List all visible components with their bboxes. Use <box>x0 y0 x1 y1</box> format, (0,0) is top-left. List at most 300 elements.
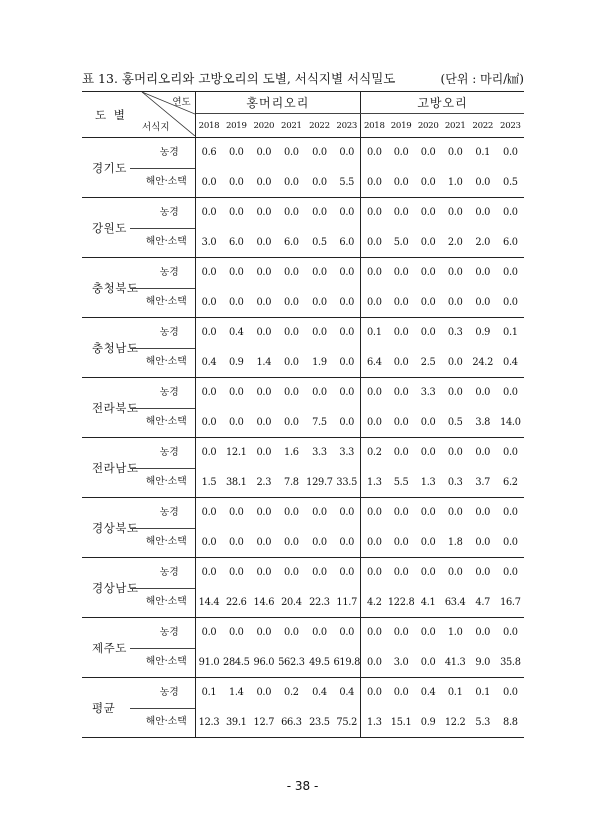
value-cell: 0.0 <box>256 327 272 339</box>
value-cell: 0.0 <box>388 408 415 438</box>
value-cell: 7.8 <box>277 468 305 498</box>
value-cell: 0.0 <box>277 348 305 378</box>
habitat-type-label: 해안·소택 <box>145 536 187 548</box>
value-cell: 0.0 <box>503 207 518 219</box>
value-cell: 0.0 <box>415 528 442 558</box>
value-cell: 0.0 <box>447 507 463 519</box>
value-cell: 0.0 <box>284 147 299 159</box>
value-cell: 0.0 <box>361 228 388 258</box>
table-unit: (단위 : 마리/㎢) <box>440 71 524 86</box>
year-header: 연도 <box>172 97 191 108</box>
value-cell: 0.0 <box>475 387 491 399</box>
province-name: 강원도 <box>92 220 127 235</box>
value-cell: 6.4 <box>361 348 388 378</box>
value-cell: 96.0 <box>250 648 277 678</box>
value-cell: 0.0 <box>277 288 305 318</box>
value-cell: 0.0 <box>503 687 518 699</box>
year-col-header: 2022 <box>469 114 497 138</box>
value-cell: 0.0 <box>503 447 518 459</box>
value-cell: 41.3 <box>442 648 469 678</box>
value-cell: 3.0 <box>195 228 222 258</box>
value-cell: 0.0 <box>305 528 333 558</box>
habitat-header: 서식지 <box>142 122 170 133</box>
value-cell: 4.1 <box>415 588 442 618</box>
value-cell: 0.0 <box>228 387 244 399</box>
value-cell: 3.0 <box>388 648 415 678</box>
value-cell: 75.2 <box>333 708 360 738</box>
habitat-type-label: 농경 <box>159 626 179 638</box>
value-cell: 22.6 <box>222 588 250 618</box>
value-cell: 1.8 <box>442 528 469 558</box>
value-cell: 0.0 <box>333 378 360 408</box>
value-cell: 0.0 <box>256 447 272 459</box>
province-cell <box>82 438 195 498</box>
value-cell: 0.0 <box>420 147 436 159</box>
value-cell: 0.0 <box>222 528 250 558</box>
value-cell: 6.0 <box>222 228 250 258</box>
value-cell: 14.6 <box>250 588 277 618</box>
value-cell: 1.4 <box>250 348 277 378</box>
value-cell: 0.0 <box>195 408 222 438</box>
year-col-header: 2020 <box>415 114 442 138</box>
value-cell: 0.0 <box>420 627 436 639</box>
value-cell: 0.0 <box>312 327 327 339</box>
province-cell <box>82 618 195 678</box>
value-cell: 0.0 <box>503 387 518 399</box>
value-cell: 0.0 <box>415 648 442 678</box>
table-row <box>82 318 524 348</box>
value-cell: 5.0 <box>388 228 415 258</box>
value-cell: 0.0 <box>420 207 436 219</box>
value-cell: 0.0 <box>312 207 327 219</box>
value-cell: 12.2 <box>442 708 469 738</box>
value-cell: 0.0 <box>475 267 491 279</box>
value-cell: 0.0 <box>447 387 463 399</box>
value-cell: 11.7 <box>333 588 360 618</box>
value-cell: 0.0 <box>420 267 436 279</box>
value-cell: 6.0 <box>497 228 524 258</box>
value-cell: 0.0 <box>393 507 409 519</box>
value-cell: 33.5 <box>333 468 360 498</box>
value-cell: 0.2 <box>284 687 299 699</box>
province-cell <box>82 198 195 258</box>
habitat-labels <box>146 138 187 197</box>
year-col-header: 2023 <box>333 114 360 138</box>
value-cell: 0.5 <box>442 408 469 438</box>
habitat-type-label: 해안·소택 <box>145 236 187 248</box>
value-cell: 12.3 <box>195 708 222 738</box>
value-cell: 0.0 <box>503 507 518 519</box>
habitat-labels <box>146 438 187 497</box>
species-header-wigeon: 홍머리오리 <box>195 92 360 114</box>
value-cell: 0.0 <box>333 138 360 168</box>
habitat-labels <box>146 378 187 437</box>
value-cell: 0.0 <box>284 567 299 579</box>
value-cell: 14.4 <box>195 588 222 618</box>
value-cell: 0.0 <box>250 528 277 558</box>
value-cell: 0.5 <box>305 228 333 258</box>
value-cell: 0.0 <box>250 408 277 438</box>
value-cell: 0.0 <box>497 288 524 318</box>
value-cell: 2.0 <box>469 228 497 258</box>
value-cell: 0.0 <box>256 267 272 279</box>
value-cell: 0.0 <box>333 498 360 528</box>
value-cell: 20.4 <box>277 588 305 618</box>
value-cell: 562.3 <box>277 648 305 678</box>
value-cell: 0.0 <box>228 147 244 159</box>
value-cell: 1.3 <box>415 468 442 498</box>
value-cell: 5.3 <box>469 708 497 738</box>
value-cell: 0.0 <box>366 567 382 579</box>
value-cell: 0.0 <box>393 207 409 219</box>
value-cell: 0.0 <box>447 567 463 579</box>
value-cell: 2.0 <box>442 228 469 258</box>
value-cell: 0.0 <box>284 627 299 639</box>
value-cell: 9.0 <box>469 648 497 678</box>
habitat-labels <box>146 618 187 677</box>
value-cell: 0.0 <box>475 567 491 579</box>
value-cell: 3.3 <box>312 447 327 459</box>
value-cell: 0.0 <box>256 507 272 519</box>
value-cell: 0.0 <box>503 267 518 279</box>
value-cell: 1.0 <box>447 627 463 639</box>
value-cell: 0.0 <box>256 627 272 639</box>
habitat-labels <box>146 318 187 377</box>
species-header-pintail: 고방오리 <box>361 92 524 114</box>
value-cell: 14.0 <box>497 408 524 438</box>
value-cell: 0.1 <box>503 327 518 339</box>
year-col-header: 2018 <box>195 114 222 138</box>
value-cell: 0.0 <box>201 627 217 639</box>
value-cell: 0.0 <box>228 267 244 279</box>
value-cell: 0.0 <box>333 528 360 558</box>
province-name: 경기도 <box>92 160 127 175</box>
value-cell: 0.0 <box>420 447 436 459</box>
value-cell: 1.3 <box>361 708 388 738</box>
value-cell: 1.0 <box>442 168 469 198</box>
value-cell: 0.0 <box>277 168 305 198</box>
year-col-header: 2021 <box>277 114 305 138</box>
value-cell: 0.0 <box>393 687 409 699</box>
value-cell: 0.0 <box>222 168 250 198</box>
value-cell: 0.0 <box>333 558 360 588</box>
year-col-header: 2019 <box>388 114 415 138</box>
value-cell: 0.0 <box>305 288 333 318</box>
value-cell: 38.1 <box>222 468 250 498</box>
province-name: 평균 <box>92 700 116 715</box>
value-cell: 0.0 <box>361 408 388 438</box>
province-cell <box>82 558 195 618</box>
value-cell: 0.0 <box>366 267 382 279</box>
value-cell: 0.0 <box>475 627 491 639</box>
value-cell: 1.9 <box>305 348 333 378</box>
value-cell: 0.0 <box>503 147 518 159</box>
province-name: 경상북도 <box>92 520 139 535</box>
table-row <box>82 498 524 528</box>
value-cell: 12.7 <box>250 708 277 738</box>
value-cell: 0.0 <box>415 288 442 318</box>
value-cell: 0.0 <box>388 528 415 558</box>
value-cell: 4.2 <box>361 588 388 618</box>
value-cell: 0.0 <box>333 348 360 378</box>
value-cell: 0.0 <box>305 168 333 198</box>
value-cell: 0.0 <box>415 168 442 198</box>
value-cell: 0.0 <box>256 147 272 159</box>
value-cell: 0.0 <box>393 147 409 159</box>
value-cell: 8.8 <box>497 708 524 738</box>
value-cell: 0.0 <box>388 168 415 198</box>
habitat-type-label: 농경 <box>159 566 179 578</box>
value-cell: 0.0 <box>256 687 272 699</box>
table-row <box>82 438 524 468</box>
habitat-type-label: 농경 <box>159 386 179 398</box>
value-cell: 0.0 <box>277 408 305 438</box>
value-cell: 0.0 <box>415 408 442 438</box>
value-cell: 0.0 <box>284 387 299 399</box>
value-cell: 0.4 <box>420 687 436 699</box>
habitat-type-label: 농경 <box>159 686 179 698</box>
value-cell: 0.0 <box>393 327 409 339</box>
province-header: 도 별 <box>95 108 127 122</box>
value-cell: 0.0 <box>393 567 409 579</box>
value-cell: 0.0 <box>393 447 409 459</box>
habitat-type-label: 농경 <box>159 326 179 338</box>
table-row <box>82 678 524 708</box>
value-cell: 39.1 <box>222 708 250 738</box>
province-name: 제주도 <box>92 640 127 655</box>
value-cell: 0.0 <box>201 567 217 579</box>
value-cell: 0.0 <box>201 387 217 399</box>
province-name: 경상남도 <box>92 580 139 595</box>
value-cell: 284.5 <box>222 648 250 678</box>
value-cell: 0.0 <box>442 288 469 318</box>
header-corner-cell <box>82 92 195 138</box>
value-cell: 0.0 <box>420 567 436 579</box>
value-cell: 0.0 <box>447 147 463 159</box>
habitat-labels <box>146 198 187 257</box>
value-cell: 0.0 <box>195 528 222 558</box>
year-col-header: 2023 <box>497 114 524 138</box>
value-cell: 15.1 <box>388 708 415 738</box>
value-cell: 0.0 <box>475 207 491 219</box>
value-cell: 0.0 <box>333 318 360 348</box>
habitat-type-label: 해안·소택 <box>145 716 187 728</box>
value-cell: 0.0 <box>312 567 327 579</box>
value-cell: 0.0 <box>333 618 360 648</box>
habitat-labels <box>146 678 187 737</box>
value-cell: 16.7 <box>497 588 524 618</box>
value-cell: 0.0 <box>333 198 360 228</box>
province-name: 전라북도 <box>92 400 139 415</box>
value-cell: 0.0 <box>469 528 497 558</box>
value-cell: 0.4 <box>228 327 244 339</box>
value-cell: 91.0 <box>195 648 222 678</box>
value-cell: 0.0 <box>195 168 222 198</box>
value-cell: 0.0 <box>366 147 382 159</box>
habitat-type-label: 농경 <box>159 446 179 458</box>
value-cell: 0.0 <box>420 327 436 339</box>
value-cell: 1.4 <box>228 687 244 699</box>
year-col-header: 2020 <box>250 114 277 138</box>
value-cell: 0.0 <box>201 207 217 219</box>
value-cell: 0.0 <box>201 327 217 339</box>
value-cell: 0.0 <box>393 387 409 399</box>
value-cell: 24.2 <box>469 348 497 378</box>
value-cell: 22.3 <box>305 588 333 618</box>
value-cell: 2.5 <box>415 348 442 378</box>
table-title: 표 13. 홍머리오리와 고방오리의 도별, 서식지별 서식밀도 <box>82 71 396 86</box>
value-cell: 0.0 <box>333 258 360 288</box>
year-col-header: 2018 <box>361 114 388 138</box>
value-cell: 0.3 <box>447 327 463 339</box>
value-cell: 0.0 <box>228 567 244 579</box>
value-cell: 0.0 <box>361 648 388 678</box>
value-cell: 0.0 <box>420 507 436 519</box>
value-cell: 0.0 <box>447 267 463 279</box>
table-caption <box>82 70 524 86</box>
habitat-type-label: 해안·소택 <box>145 596 187 608</box>
value-cell: 0.4 <box>333 678 360 708</box>
value-cell: 5.5 <box>333 168 360 198</box>
value-cell: 0.0 <box>284 267 299 279</box>
value-cell: 0.0 <box>393 267 409 279</box>
value-cell: 0.0 <box>469 168 497 198</box>
value-cell: 0.0 <box>361 168 388 198</box>
value-cell: 0.0 <box>201 267 217 279</box>
province-cell <box>82 498 195 558</box>
value-cell: 0.0 <box>503 627 518 639</box>
value-cell: 0.0 <box>201 507 217 519</box>
value-cell: 3.3 <box>333 438 360 468</box>
province-cell <box>82 318 195 378</box>
value-cell: 0.0 <box>366 207 382 219</box>
value-cell: 0.0 <box>228 207 244 219</box>
habitat-type-label: 농경 <box>159 146 179 158</box>
value-cell: 0.0 <box>447 447 463 459</box>
value-cell: 0.0 <box>277 528 305 558</box>
value-cell: 0.0 <box>475 447 491 459</box>
value-cell: 0.0 <box>312 147 327 159</box>
province-cell <box>82 258 195 318</box>
value-cell: 0.2 <box>366 447 382 459</box>
value-cell: 0.0 <box>475 507 491 519</box>
value-cell: 6.0 <box>333 228 360 258</box>
value-cell: 1.5 <box>195 468 222 498</box>
value-cell: 0.0 <box>284 327 299 339</box>
value-cell: 0.0 <box>366 387 382 399</box>
value-cell: 122.8 <box>388 588 415 618</box>
province-name: 충청남도 <box>92 340 139 355</box>
habitat-type-label: 해안·소택 <box>145 176 187 188</box>
habitat-labels <box>146 498 187 557</box>
value-cell: 0.0 <box>201 447 217 459</box>
habitat-type-label: 해안·소택 <box>145 356 187 368</box>
value-cell: 0.0 <box>333 408 360 438</box>
value-cell: 2.3 <box>250 468 277 498</box>
year-col-header: 2019 <box>222 114 250 138</box>
value-cell: 7.5 <box>305 408 333 438</box>
value-cell: 0.0 <box>312 267 327 279</box>
value-cell: 0.4 <box>312 687 327 699</box>
table-row <box>82 558 524 588</box>
value-cell: 23.5 <box>305 708 333 738</box>
table-row <box>82 378 524 408</box>
value-cell: 0.1 <box>366 327 382 339</box>
value-cell: 3.8 <box>469 408 497 438</box>
value-cell: 6.0 <box>277 228 305 258</box>
value-cell: 0.0 <box>366 687 382 699</box>
year-col-header: 2021 <box>442 114 469 138</box>
value-cell: 0.0 <box>366 627 382 639</box>
value-cell: 0.0 <box>447 207 463 219</box>
value-cell: 0.1 <box>201 687 217 699</box>
value-cell: 0.0 <box>361 288 388 318</box>
habitat-type-label: 농경 <box>159 506 179 518</box>
value-cell: 129.7 <box>305 468 333 498</box>
value-cell: 0.9 <box>415 708 442 738</box>
value-cell: 0.0 <box>256 567 272 579</box>
value-cell: 0.0 <box>250 168 277 198</box>
value-cell: 0.0 <box>333 288 360 318</box>
value-cell: 0.1 <box>475 147 491 159</box>
value-cell: 0.9 <box>475 327 491 339</box>
value-cell: 0.0 <box>312 627 327 639</box>
value-cell: 35.8 <box>497 648 524 678</box>
value-cell: 1.3 <box>361 468 388 498</box>
value-cell: 0.0 <box>250 228 277 258</box>
value-cell: 49.5 <box>305 648 333 678</box>
value-cell: 0.0 <box>284 507 299 519</box>
habitat-labels <box>146 258 187 317</box>
province-name: 충청북도 <box>92 280 139 295</box>
value-cell: 0.0 <box>284 207 299 219</box>
value-cell: 1.6 <box>284 447 299 459</box>
province-cell <box>82 678 195 738</box>
value-cell: 0.0 <box>222 408 250 438</box>
value-cell: 0.0 <box>388 288 415 318</box>
habitat-type-label: 해안·소택 <box>145 476 187 488</box>
value-cell: 0.0 <box>361 528 388 558</box>
value-cell: 0.0 <box>195 288 222 318</box>
value-cell: 0.0 <box>503 567 518 579</box>
value-cell: 0.0 <box>312 387 327 399</box>
value-cell: 0.0 <box>250 288 277 318</box>
table-row <box>82 258 524 288</box>
value-cell: 0.0 <box>222 288 250 318</box>
value-cell: 0.0 <box>442 348 469 378</box>
value-cell: 3.3 <box>420 387 436 399</box>
value-cell: 0.0 <box>256 207 272 219</box>
value-cell: 0.9 <box>222 348 250 378</box>
value-cell: 0.0 <box>388 348 415 378</box>
habitat-type-label: 해안·소택 <box>145 416 187 428</box>
habitat-type-label: 농경 <box>159 266 179 278</box>
year-col-header: 2022 <box>305 114 333 138</box>
value-cell: 0.0 <box>228 507 244 519</box>
value-cell: 0.1 <box>447 687 463 699</box>
value-cell: 66.3 <box>277 708 305 738</box>
value-cell: 0.0 <box>393 627 409 639</box>
province-cell <box>82 378 195 438</box>
value-cell: 63.4 <box>442 588 469 618</box>
value-cell: 0.0 <box>469 288 497 318</box>
province-cell <box>82 138 195 198</box>
value-cell: 5.5 <box>388 468 415 498</box>
habitat-type-label: 해안·소택 <box>145 296 187 308</box>
province-name: 전라남도 <box>92 460 139 475</box>
value-cell: 0.0 <box>256 387 272 399</box>
table-row <box>82 138 524 168</box>
